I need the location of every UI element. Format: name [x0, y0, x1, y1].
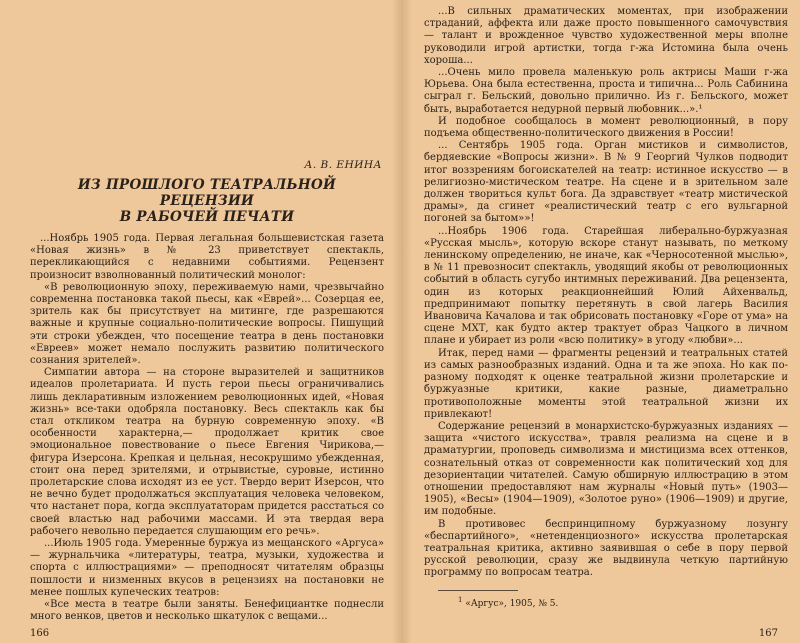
article-title-line-1: ИЗ ПРОШЛОГО ТЕАТРАЛЬНОЙ РЕЦЕНЗИИ	[77, 177, 337, 209]
paragraph: В противовес беспринципному буржуазному лозунгу «беспартийного», «нетенденциозного» искусства пролетарская театральная критика, активно заявившая о себе в пору первой русской революции, сразу же выдвинула четкую партийную программу по вопросам театра.	[424, 518, 788, 579]
paragraph: ...В сильных драматических моментах, при изображении страданий, аффекта или даже просто повышенного самочувствия — талант и врожденное чувство художественной меры вполне руководили игрой артистки, тогда г-жа Истомина была очень хороша...	[424, 6, 788, 66]
page-number-right: 167	[758, 628, 778, 639]
paragraph: «Все места в театре были заняты. Бенефициантке поднесли много венков, цветов и несколько шкатулок с вещами...	[30, 599, 384, 623]
paragraph: ...Очень мило провела маленькую роль актрисы Маши г-жа Юрьева. Она была естественна, проста и типична... Роль Сабинина сыграл г. Бельский, довольно прилично. Из г. Бельского, может быть, выработается недурной первый любовник...».¹	[424, 67, 788, 115]
paragraph: Симпатии автора — на стороне выразителей и защитников идеалов пролетариата. И пусть герои пьесы ограничивались лишь декларативным изложением революционных идей, «Новая жизнь» все-таки одобряла постановку. Весь спектакль как бы стал откликом театра на бурную современную эпоху. «В особенности характерна,— продолжает критик свое эмоциональное повествование о пьесе Евгения Чирикова,— фигура Изерсона. Крепкая и цельная, несокрушимо убежденная, стоит она перед зрителями, и отрывистые, суровые, истинно пролетарские слова исходят из ее уст. Твердо верит Изерсон, что не вечно будет продолжаться эксплуатация человека человеком, что настанет пора, когда эксплуататорам придется расстаться со своей властью над рабочими массами. И эта твердая вера рабочего невольно передается слушающим его речь».	[30, 367, 384, 537]
paragraph: ...Ноябрь 1905 года. Первая легальная большевистская газета «Новая жизнь» в № 23 приветствует спектакль, перекликающийся с недавними событиями. Рецензент произносит взволнованный политический монолог:	[30, 233, 384, 281]
page-number-left: 166	[30, 628, 50, 639]
paragraph: И подобное сообщалось в момент революционный, в пору подъема общественно-политического движения в России!	[424, 115, 788, 140]
article-title	[30, 177, 384, 225]
footnote-rule	[438, 590, 518, 591]
paragraph: ... Сентябрь 1905 года. Орган мистиков и символистов, бердяевские «Вопросы жизни». В № 9 Георгий Чулков подводит итог воззрениям богоискателей на театр: истинное искусство — в религиозно-мистическом театре. На сцене и в зрительном зале должен твориться культ бога. Да здравствует «театр мистической драмы», да сгинет «реалистический театр с его вульгарной погоней за бытом»»!	[424, 140, 788, 225]
paragraph: Содержание рецензий в монархистско-буржуазных изданиях — защита «чистого искусства», травля реализма на сцене и в драматургии, проповедь символизма и мистицизма всех оттенков, сознательный отказ от современности как политический ход для дезориентации читателей. Самую обширную иллюстрацию в этом отношении предоставляют нам журналы «Новый путь» (1903—1905), «Весы» (1904—1909), «Золотое руно» (1906—1909) и другие, им подобные.	[424, 420, 788, 518]
paragraph: «В революционную эпоху, переживаемую нами, чрезвычайно современна постановка такой пьесы, как «Еврей»... Созерцая ее, зритель как бы присутствует на митинге, где разрешаются важные и крупные социально-политические вопросы. Пишущий эти строки убежден, что посещение театра в день постановки «Евреев» может немало послужить развитию политического сознания зрителей».	[30, 281, 384, 367]
left-page	[0, 0, 396, 643]
paragraph: ...Ноябрь 1906 года. Старейшая либерально-буржуазная «Русская мысль», которую вскоре станут называть, по меткому ленинскому определению, не иначе, как «Черносотенной мыслью», в № 11 превозносит спектакль, уводящий якобы от революционных событий в область сугубо интимных переживаний. Два рецензента, один из которых реакционнейший Юлий Айхенвальд, предпринимают попытку перетянуть в свой лагерь Василия Ивановича Качалова и так обрисовать постановку «Горе от ума» на сцене МХТ, как будто актер трактует образ Чацкого в личном плане и убирает из роли «всю политику» в угоду «любви»...	[424, 225, 788, 347]
right-page	[410, 0, 800, 643]
paragraph: Итак, перед нами — фрагменты рецензий и театральных статей из самых разнообразных изданий. Одна и та же эпоха. Но как по-разному подходят к оценке театральной жизни пролетарские и буржуазные критики, какие разные, диаметрально противоположные моменты этой театральной жизни их привлекают!	[424, 347, 788, 420]
footnote-text: «Аргус», 1905, № 5.	[465, 598, 559, 609]
footnote	[458, 595, 788, 610]
paragraph: ...Июль 1905 года. Умеренные буржуа из мещанского «Аргуса» — журнальчика «литературы, театра, музыки, художества и спорта с иллюстрациями» — преподносят читателям образцы пошлости и низменных вкусов в рецензиях на постановки не менее пошлых купеческих театров:	[30, 538, 384, 598]
article-author: А. В. ЕНИНА	[304, 159, 382, 171]
footnote-mark: 1	[458, 595, 463, 604]
article-title-line-2: В РАБОЧЕЙ ПЕЧАТИ	[119, 209, 295, 225]
